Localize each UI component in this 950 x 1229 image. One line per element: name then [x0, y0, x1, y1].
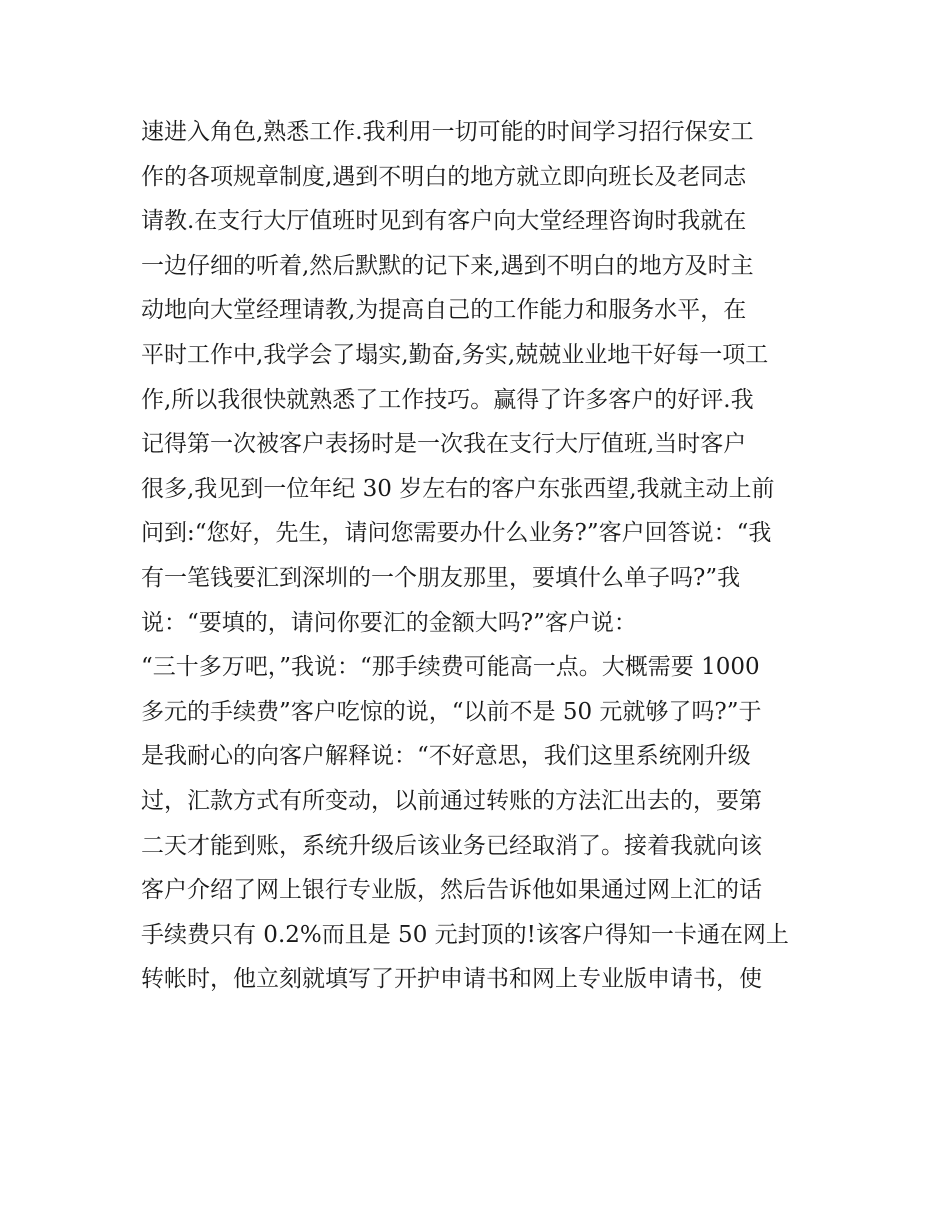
- text-line: 作,所以我很快就熟悉了工作技巧。赢得了许多客户的好评.我: [141, 386, 754, 413]
- text-line: 说：“要填的，请问你要汇的金额大吗?”客户说：: [141, 609, 637, 636]
- text-line: 一边仔细的听着,然后默默的记下来,遇到不明白的地方及时主: [141, 252, 754, 279]
- text-line: 客户介绍了网上银行专业版，然后告诉他如果通过网上汇的话: [141, 877, 762, 904]
- text-line: 很多,我见到一位年纪 30 岁左右的客户东张西望,我就主动上前: [141, 475, 775, 502]
- text-line: 转帐时，他立刻就填写了开护申请书和网上专业版申请书，使: [141, 966, 762, 993]
- body-text: [141, 110, 821, 1002]
- text-line: 记得第一次被客户表扬时是一次我在支行大厅值班,当时客户: [141, 431, 747, 458]
- text-line: 手续费只有 0.2%而且是 50 元封顶的!该客户得知一卡通在网上: [141, 921, 789, 948]
- text-line: 动地向大堂经理请教,为提高自己的工作能力和服务水平，在: [141, 297, 747, 324]
- text-line: 平时工作中,我学会了塌实,勤奋,务实,兢兢业业地干好每一项工: [141, 341, 769, 368]
- text-line: 二天才能到账，系统升级后该业务已经取消了。接着我就向该: [141, 832, 762, 859]
- text-line: 问到:“您好，先生，请问您需要办什么业务?”客户回答说：“我: [141, 520, 772, 547]
- text-line: 速进入角色,熟悉工作.我利用一切可能的时间学习招行保安工: [141, 119, 754, 145]
- text-line: “三十多万吧，”我说：“那手续费可能高一点。大概需要 1000: [141, 654, 760, 681]
- text-line: 多元的手续费”客户吃惊的说，“以前不是 50 元就够了吗?”于: [141, 698, 762, 725]
- text-line: 过，汇款方式有所变动，以前通过转账的方法汇出去的，要第: [141, 787, 762, 814]
- text-line: 请教.在支行大厅值班时见到有客户向大堂经理咨询时我就在: [141, 208, 747, 235]
- text-line: 作的各项规章制度,遇到不明白的地方就立即向班长及老同志: [141, 163, 747, 190]
- text-line: 有一笔钱要汇到深圳的一个朋友那里，要填什么单子吗?”我: [141, 564, 741, 591]
- text-line: 是我耐心的向客户解释说：“不好意思，我们这里系统刚升级: [141, 743, 751, 770]
